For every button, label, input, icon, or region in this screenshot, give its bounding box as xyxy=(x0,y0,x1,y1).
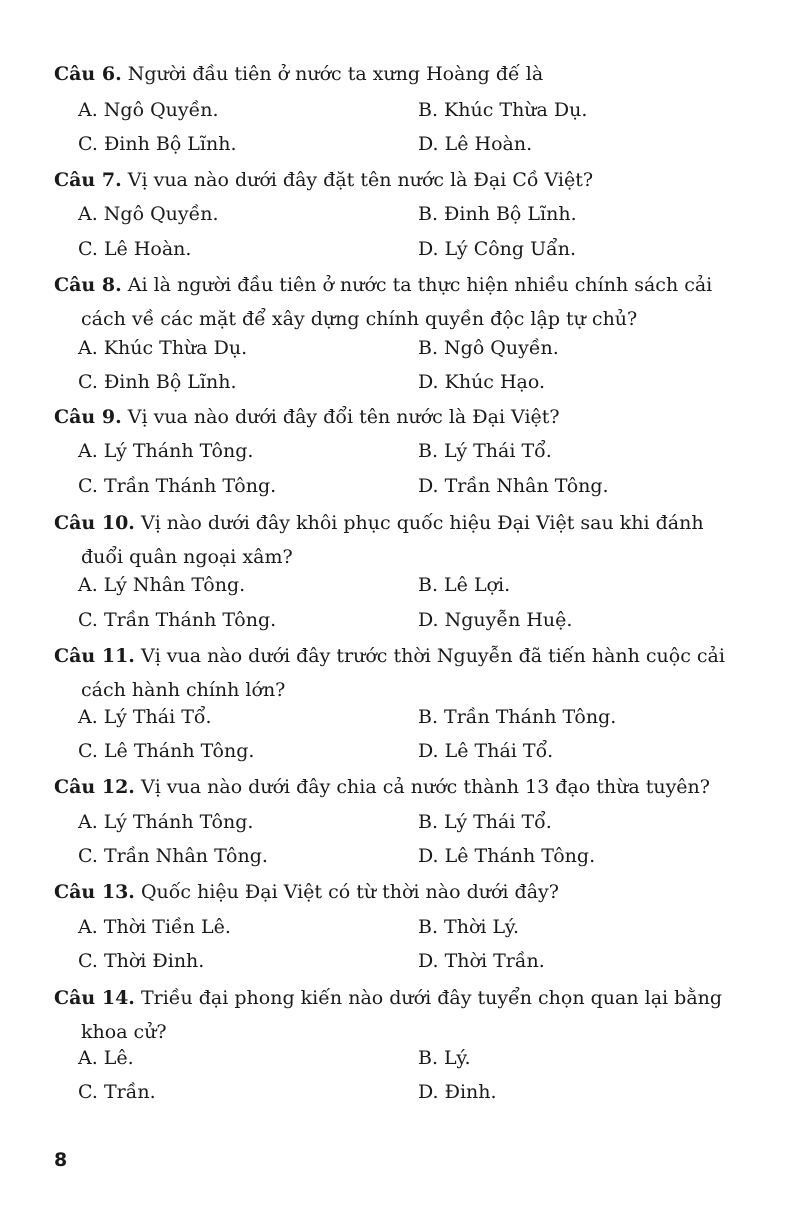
option-a: A. Khúc Thừa Dụ. xyxy=(78,337,248,359)
option-d: D. Lý Công Uẩn. xyxy=(418,238,577,260)
option-a: A. Lê. xyxy=(78,1047,134,1069)
question-text-continued: cách hành chính lớn? xyxy=(81,679,286,701)
question-text: Quốc hiệu Đại Việt có từ thời nào dưới đây? xyxy=(140,881,559,903)
question-7 xyxy=(54,163,754,197)
question-number: Câu 14. xyxy=(54,987,135,1009)
question-6 xyxy=(54,57,754,91)
option-c: C. Trần Thánh Tông. xyxy=(78,609,277,631)
question-number: Câu 13. xyxy=(54,881,135,903)
question-text: Vị vua nào dưới đây trước thời Nguyễn đã tiến hành cuộc cải xyxy=(140,645,725,667)
question-text: Vị nào dưới đây khôi phục quốc hiệu Đại Việt sau khi đánh xyxy=(140,512,704,534)
option-d: D. Nguyễn Huệ. xyxy=(418,609,573,631)
option-b: B. Lê Lợi. xyxy=(418,574,511,596)
question-11 xyxy=(54,639,754,701)
question-text-continued: cách về các mặt để xây dựng chính quyền độc lập tự chủ? xyxy=(81,308,638,330)
option-b: B. Lý Thái Tổ. xyxy=(418,811,552,833)
question-number: Câu 6. xyxy=(54,63,122,85)
question-text: Vị vua nào dưới đây chia cả nước thành 13 đạo thừa tuyên? xyxy=(140,776,710,798)
option-a: A. Lý Thánh Tông. xyxy=(78,440,254,462)
question-text: Vị vua nào dưới đây đổi tên nước là Đại Việt? xyxy=(127,406,560,428)
option-d: D. Lê Thánh Tông. xyxy=(418,845,596,867)
option-b: B. Ngô Quyền. xyxy=(418,337,559,359)
page-number: 8 xyxy=(54,1149,68,1171)
option-d: D. Thời Trần. xyxy=(418,950,545,972)
question-number: Câu 8. xyxy=(54,274,122,296)
question-14 xyxy=(54,981,754,1043)
option-a: A. Thời Tiền Lê. xyxy=(78,916,231,938)
question-9 xyxy=(54,400,754,434)
option-d: D. Đinh. xyxy=(418,1081,497,1103)
option-c: C. Đinh Bộ Lĩnh. xyxy=(78,133,237,155)
option-a: A. Ngô Quyền. xyxy=(78,203,219,225)
option-a: A. Lý Nhân Tông. xyxy=(78,574,246,596)
option-c: C. Trần. xyxy=(78,1081,156,1103)
option-a: A. Lý Thánh Tông. xyxy=(78,811,254,833)
option-c: C. Trần Thánh Tông. xyxy=(78,475,277,497)
option-c: C. Lê Thánh Tông. xyxy=(78,740,255,762)
option-a: A. Ngô Quyền. xyxy=(78,99,219,121)
option-c: C. Lê Hoàn. xyxy=(78,238,192,260)
option-c: C. Trần Nhân Tông. xyxy=(78,845,268,867)
option-b: B. Đinh Bộ Lĩnh. xyxy=(418,203,577,225)
question-text: Ai là người đầu tiên ở nước ta thực hiện nhiều chính sách cải xyxy=(127,274,713,296)
question-text: Vị vua nào dưới đây đặt tên nước là Đại Cồ Việt? xyxy=(127,169,594,191)
question-text: Người đầu tiên ở nước ta xưng Hoàng đế là xyxy=(127,63,544,85)
question-number: Câu 10. xyxy=(54,512,135,534)
option-d: D. Lê Hoàn. xyxy=(418,133,533,155)
question-10 xyxy=(54,506,754,568)
option-d: D. Trần Nhân Tông. xyxy=(418,475,609,497)
option-d: D. Lê Thái Tổ. xyxy=(418,740,554,762)
question-number: Câu 11. xyxy=(54,645,135,667)
question-text-continued: khoa cử? xyxy=(81,1021,167,1043)
question-number: Câu 7. xyxy=(54,169,122,191)
question-text-continued: đuổi quân ngoại xâm? xyxy=(81,546,293,568)
question-12 xyxy=(54,770,754,804)
option-b: B. Thời Lý. xyxy=(418,916,520,938)
question-13 xyxy=(54,875,754,909)
question-8 xyxy=(54,268,754,330)
question-number: Câu 9. xyxy=(54,406,122,428)
option-b: B. Khúc Thừa Dụ. xyxy=(418,99,588,121)
option-b: B. Lý Thái Tổ. xyxy=(418,440,552,462)
option-b: B. Trần Thánh Tông. xyxy=(418,706,617,728)
option-b: B. Lý. xyxy=(418,1047,471,1069)
option-d: D. Khúc Hạo. xyxy=(418,371,546,393)
option-a: A. Lý Thái Tổ. xyxy=(78,706,212,728)
option-c: C. Đinh Bộ Lĩnh. xyxy=(78,371,237,393)
question-text: Triều đại phong kiến nào dưới đây tuyển chọn quan lại bằng xyxy=(140,987,723,1009)
option-c: C. Thời Đinh. xyxy=(78,950,205,972)
question-number: Câu 12. xyxy=(54,776,135,798)
